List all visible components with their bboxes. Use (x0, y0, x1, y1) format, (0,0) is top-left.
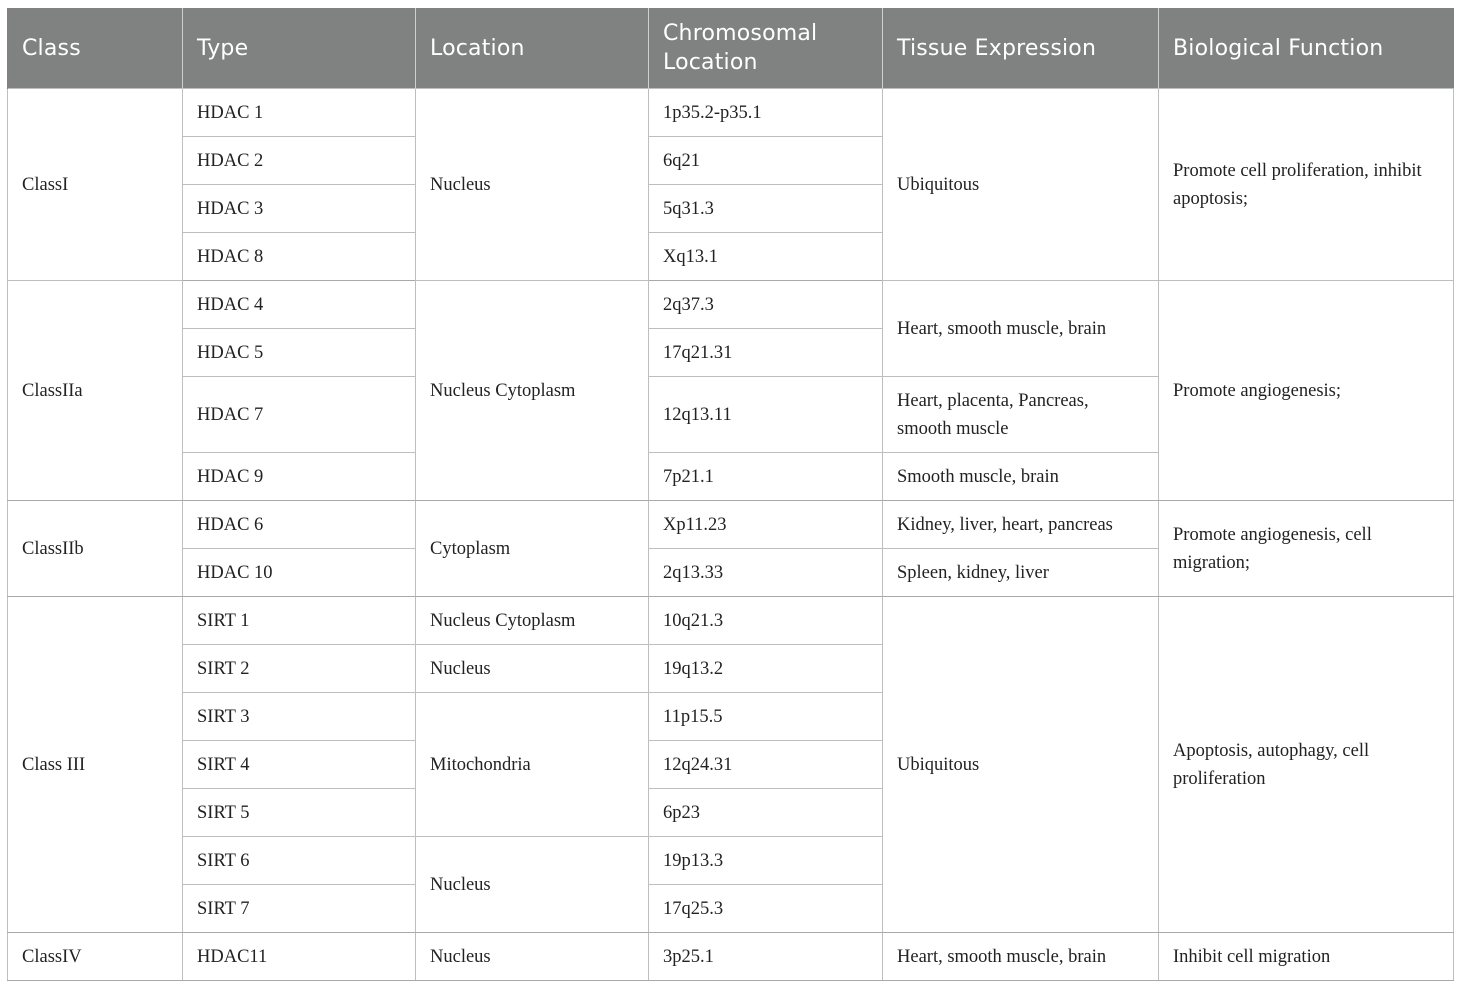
chromosomal-cell: 17q25.3 (649, 885, 883, 933)
table-row (8, 501, 1454, 549)
chromosomal-cell: 2q13.33 (649, 549, 883, 597)
type-cell: SIRT 1 (183, 597, 416, 645)
tissue-cell: Heart, smooth muscle, brain (883, 281, 1159, 377)
class-cell: ClassIIb (8, 501, 183, 597)
location-cell: Nucleus (416, 89, 649, 281)
function-cell: Inhibit cell migration (1159, 933, 1454, 981)
table-row (8, 933, 1454, 981)
function-cell: Promote angiogenesis, cell migration; (1159, 501, 1454, 597)
chromosomal-cell: 12q24.31 (649, 741, 883, 789)
location-cell: Nucleus (416, 837, 649, 933)
table-row (8, 597, 1454, 645)
tissue-cell: Ubiquitous (883, 89, 1159, 281)
type-cell: SIRT 5 (183, 789, 416, 837)
type-cell: SIRT 6 (183, 837, 416, 885)
chromosomal-cell: Xq13.1 (649, 233, 883, 281)
location-cell: Mitochondria (416, 693, 649, 837)
chromosomal-cell: 11p15.5 (649, 693, 883, 741)
header-chromosomal-location: Chromosomal Location (649, 8, 883, 89)
table-row (8, 89, 1454, 137)
chromosomal-cell: 12q13.11 (649, 377, 883, 453)
table-row (8, 281, 1454, 329)
function-cell: Promote angiogenesis; (1159, 281, 1454, 501)
class-cell: Class III (8, 597, 183, 933)
type-cell: HDAC 3 (183, 185, 416, 233)
chromosomal-cell: 10q21.3 (649, 597, 883, 645)
tissue-cell: Smooth muscle, brain (883, 453, 1159, 501)
chromosomal-cell: 19p13.3 (649, 837, 883, 885)
tissue-cell: Heart, placenta, Pancreas, smooth muscle (883, 377, 1159, 453)
location-cell: Nucleus Cytoplasm (416, 281, 649, 501)
function-cell: Promote cell proliferation, inhibit apoptosis; (1159, 89, 1454, 281)
class-cell: ClassI (8, 89, 183, 281)
function-cell: Apoptosis, autophagy, cell proliferation (1159, 597, 1454, 933)
location-cell: Cytoplasm (416, 501, 649, 597)
type-cell: HDAC 9 (183, 453, 416, 501)
chromosomal-cell: 2q37.3 (649, 281, 883, 329)
location-cell: Nucleus Cytoplasm (416, 597, 649, 645)
type-cell: SIRT 7 (183, 885, 416, 933)
header-tissue-expression: Tissue Expression (883, 8, 1159, 89)
type-cell: HDAC 10 (183, 549, 416, 597)
chromosomal-cell: 6q21 (649, 137, 883, 185)
type-cell: HDAC 1 (183, 89, 416, 137)
header-biological-function: Biological Function (1159, 8, 1454, 89)
type-cell: HDAC 2 (183, 137, 416, 185)
type-cell: SIRT 3 (183, 693, 416, 741)
type-cell: HDAC 4 (183, 281, 416, 329)
tissue-cell: Ubiquitous (883, 597, 1159, 933)
chromosomal-cell: 19q13.2 (649, 645, 883, 693)
tissue-cell: Heart, smooth muscle, brain (883, 933, 1159, 981)
type-cell: HDAC 8 (183, 233, 416, 281)
chromosomal-cell: Xp11.23 (649, 501, 883, 549)
tissue-cell: Spleen, kidney, liver (883, 549, 1159, 597)
type-cell: HDAC 6 (183, 501, 416, 549)
type-cell: SIRT 4 (183, 741, 416, 789)
header-class: Class (8, 8, 183, 89)
type-cell: HDAC11 (183, 933, 416, 981)
chromosomal-cell: 6p23 (649, 789, 883, 837)
type-cell: HDAC 7 (183, 377, 416, 453)
chromosomal-cell: 7p21.1 (649, 453, 883, 501)
class-cell: ClassIIa (8, 281, 183, 501)
chromosomal-cell: 5q31.3 (649, 185, 883, 233)
location-cell: Nucleus (416, 933, 649, 981)
class-cell: ClassIV (8, 933, 183, 981)
header-type: Type (183, 8, 416, 89)
chromosomal-cell: 17q21.31 (649, 329, 883, 377)
header-location: Location (416, 8, 649, 89)
type-cell: HDAC 5 (183, 329, 416, 377)
chromosomal-cell: 1p35.2-p35.1 (649, 89, 883, 137)
type-cell: SIRT 2 (183, 645, 416, 693)
chromosomal-cell: 3p25.1 (649, 933, 883, 981)
hdac-classification-table (7, 8, 1454, 981)
location-cell: Nucleus (416, 645, 649, 693)
header-row (8, 8, 1454, 89)
tissue-cell: Kidney, liver, heart, pancreas (883, 501, 1159, 549)
